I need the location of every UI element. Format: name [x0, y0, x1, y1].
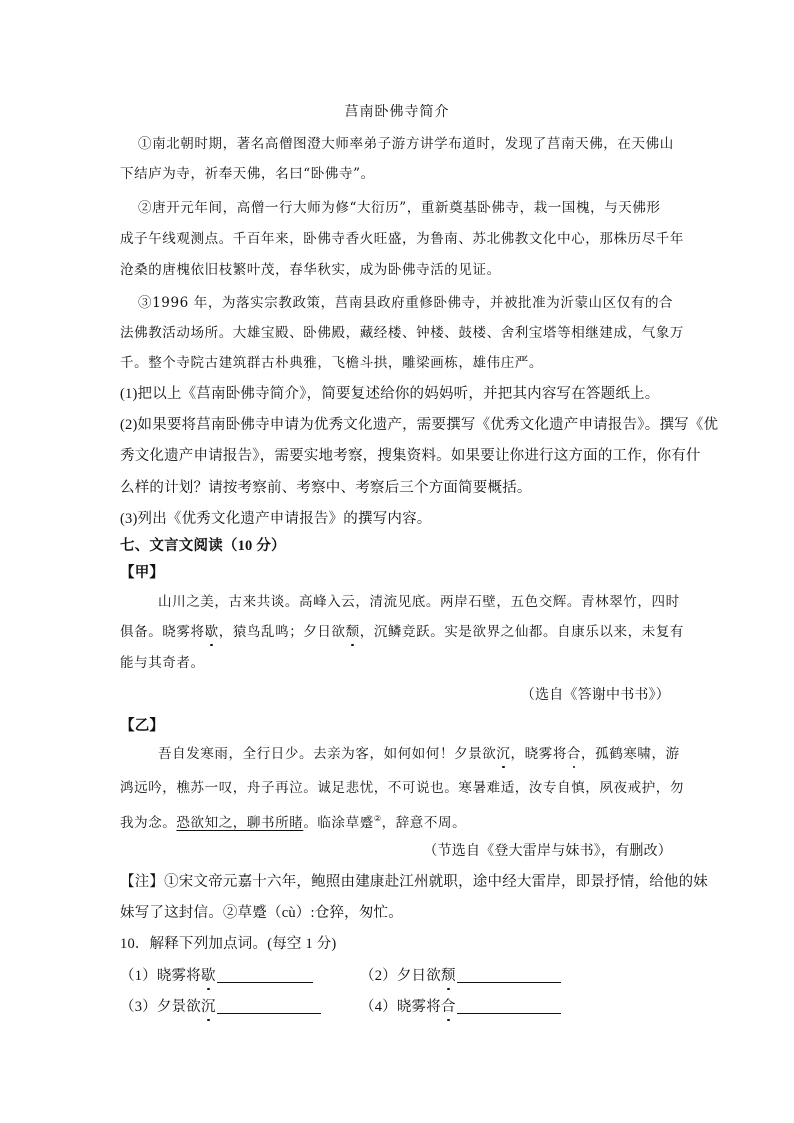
task-3: (3)列出《优秀文化遗产申请报告》的撰写内容。 [120, 511, 432, 527]
q10-item-1: （1）晓雾将歇 [120, 966, 313, 986]
passage-title: 莒南卧佛寺简介 [344, 104, 450, 120]
answer-blank[interactable] [457, 999, 561, 1014]
jia-source: （选自《答谢中书书》） [520, 688, 670, 703]
task-2-line-1: (2)如果要将莒南卧佛寺申请为优秀文化遗产，需要撰写《优秀文化遗产申请报告》。撰写《优 [120, 417, 719, 433]
emphasis-dot-word: 合 [566, 746, 582, 762]
jia-line-2: 俱备。晓雾将歇，猿鸟乱鸣；夕日欲颓，沉鳞竞跃。实是欲界之仙都。自康乐以来，未复有 [120, 624, 685, 640]
jia-label: 【甲】 [120, 565, 165, 581]
intro-paragraph-3-line-2: 法佛教活动场所。大雄宝殿、卧佛殿，藏经楼、钟楼、鼓楼、舍利宝塔等相继建成，气象万 [120, 325, 684, 341]
yi-line-2: 鸿远吟，樵苏一叹，舟子再泣。诚足悲忧，不可说也。寒暑难适，汝专自慎，夙夜戒护，勿 [120, 780, 684, 796]
intro-paragraph-1-line-2: 下结庐为寺，祈奉天佛，名曰“卧佛寺”。 [120, 166, 375, 182]
intro-paragraph-2-line-1: ②唐开元年间，高僧一行大师为修“大衍历”，重新奠基卧佛寺，栽一国槐，与天佛形 [138, 200, 661, 216]
note-line-1: 【注】①宋文帝元嘉十六年，鲍照由建康赴江州就职，途中经大雷岸，即景抒情，给他的妹 [120, 874, 708, 890]
answer-blank[interactable] [217, 999, 321, 1014]
intro-paragraph-2-line-3: 沧桑的唐槐依旧枝繁叶茂，春华秋实，成为卧佛寺活的见证。 [120, 262, 501, 278]
emphasis-dot-word: 合 [440, 999, 456, 1015]
task-2-line-2: 秀文化遗产申请报告》，需要实地考察，搜集资料。如果要让你进行这方面的工作，你有什 [120, 448, 701, 464]
note-line-2: 妹写了这封信。②草蹙（cù）:仓猝，匆忙。 [120, 905, 403, 921]
emphasis-dot-word: 沉 [200, 999, 216, 1015]
emphasis-dot-word: 歇 [200, 968, 216, 984]
emphasis-dot-word: 沉 [496, 746, 511, 762]
q10-item-2: （2）夕日欲颓 [360, 966, 561, 986]
yi-line-3: 我为念。恐欲知之，聊书所睹。临涂草蹙②，辞意不周。 [120, 814, 467, 831]
answer-blank[interactable] [217, 968, 313, 983]
task-1: (1)把以上《莒南卧佛寺简介》，简要复述给你的妈妈听，并把其内容写在答题纸上。 [120, 386, 660, 402]
intro-paragraph-2-line-2: 成子午线观测点。千百年来，卧佛寺香火旺盛，为鲁南、苏北佛教文化中心，那株历尽千年 [120, 231, 684, 247]
yi-source: （节选自《登大雷岸与妹书》，有删改） [423, 844, 672, 859]
q10-item-4: （4）晓雾将合 [360, 997, 561, 1017]
jia-line-3: 能与其奇者。 [120, 655, 205, 671]
underlined-sentence: 恐欲知之，聊书所睹 [176, 815, 304, 831]
intro-paragraph-3-line-3: 千。整个寺院古建筑群古朴典雅，飞檐斗拱，雕梁画栋，雄伟庄严。 [120, 355, 543, 371]
yi-line-1: 吾自发寒雨，全行日少。去亲为客，如何如何！夕景欲沉，晓雾将合，孤鹤寒啸，游 [158, 746, 680, 762]
emphasis-dot-word: 歇 [204, 624, 219, 640]
section-7-heading: 七、文言文阅读（10 分） [120, 538, 286, 554]
question-10-stem: 10．解释下列加点词。(每空 1 分) [120, 936, 337, 952]
intro-paragraph-3-line-1: ③1996 年，为落实宗教政策，莒南县政府重修卧佛寺，并被批准为沂蒙山区仅有的合 [138, 295, 674, 311]
yi-label: 【乙】 [120, 718, 165, 734]
emphasis-dot-word: 颓 [345, 624, 360, 640]
q10-item-3: （3）夕景欲沉 [120, 997, 321, 1017]
answer-blank[interactable] [457, 968, 561, 983]
intro-paragraph-1-line-1: ①南北朝时期，著名高僧图澄大师率弟子游方讲学布道时，发现了莒南天佛，在天佛山 [138, 136, 674, 152]
footnote-marker: ② [373, 814, 382, 823]
jia-line-1: 山川之美，古来共谈。高峰入云，清流见底。两岸石壁，五色交辉。青林翠竹，四时 [158, 594, 680, 610]
task-2-line-3: 么样的计划？请按考察前、考察中、考察后三个方面简要概括。 [120, 480, 532, 496]
emphasis-dot-word: 颓 [440, 968, 456, 984]
